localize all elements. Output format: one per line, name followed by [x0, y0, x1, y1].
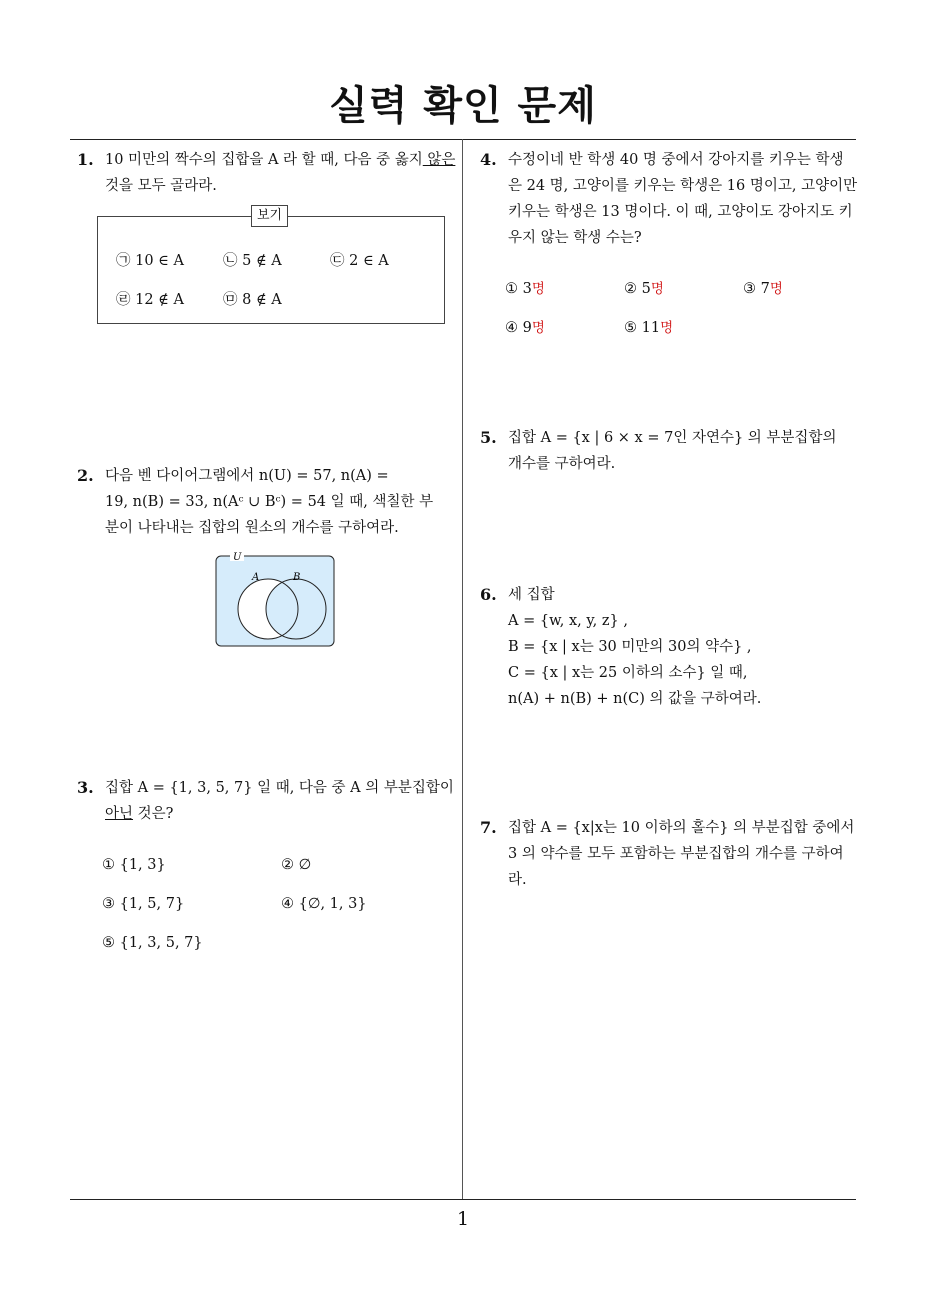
question-text: B = {x | x는 30 미만의 30의 약수} , — [508, 639, 752, 655]
answer-option: ④ {∅, 1, 3} — [281, 896, 367, 912]
question-5 — [480, 425, 860, 477]
example-item: ㉠ 10 ∈ A — [116, 253, 184, 269]
bottom-rule — [70, 1199, 856, 1200]
question-number: 3. — [77, 778, 94, 797]
answer-option: ⑤ {1, 3, 5, 7} — [102, 935, 203, 951]
underlined-text: 않은 — [422, 152, 456, 168]
question-number: 4. — [480, 150, 497, 169]
underlined-text: 아닌 — [105, 806, 134, 822]
page-title: 실력 확인 문제 — [329, 83, 597, 129]
question-text: 분이 나타내는 집합의 원소의 개수를 구하여라. — [105, 520, 399, 536]
question-number: 2. — [77, 466, 94, 485]
option-value: ③ 7 — [743, 281, 770, 297]
option-unit: 명 — [531, 281, 545, 297]
question-text: 우지 않는 학생 수는? — [508, 230, 642, 246]
question-text: C = {x | x는 25 이하의 소수} 일 때, — [508, 665, 748, 681]
answer-option — [624, 277, 664, 297]
u-label: U — [233, 552, 242, 563]
answer-option — [743, 277, 783, 297]
question-text: 것을 모두 골라라. — [105, 178, 217, 194]
question-text: 라. — [508, 872, 527, 888]
column-divider — [462, 139, 463, 1200]
question-text: 키우는 학생은 13 명이다. 이 때, 고양이도 강아지도 키 — [508, 204, 853, 220]
example-item: ㉢ 2 ∈ A — [330, 253, 389, 269]
question-4 — [480, 147, 860, 251]
option-value: ① 3 — [505, 281, 532, 297]
question-text: 10 미만의 짝수의 집합을 A 라 할 때, 다음 중 옳지 — [105, 152, 423, 168]
option-unit: 명 — [769, 281, 783, 297]
example-box-label: 보기 — [251, 205, 288, 227]
question-text: 개수를 구하여라. — [508, 456, 616, 472]
answer-option: ① {1, 3} — [102, 857, 166, 873]
question-7 — [480, 815, 860, 893]
question-number: 5. — [480, 428, 497, 447]
question-text: 집합 A = {x | 6 × x = 7인 자연수} 의 부분집합의 — [508, 430, 837, 446]
question-text: 것은? — [133, 806, 174, 822]
question-text: 집합 A = {x|x는 10 이하의 홀수} 의 부분집합 중에서 — [508, 820, 855, 836]
example-item: ㉡ 5 ∉ A — [223, 253, 282, 269]
question-3 — [77, 775, 457, 827]
question-number: 7. — [480, 818, 497, 837]
answer-option: ② ∅ — [281, 857, 312, 873]
question-text: 19, n(B) = 33, n(Aᶜ ∪ Bᶜ) = 54 일 때, 색칠한 부 — [105, 494, 434, 510]
b-label: B — [293, 572, 301, 583]
option-value: ④ 9 — [505, 320, 532, 336]
question-number: 6. — [480, 585, 497, 604]
question-1 — [77, 147, 457, 199]
page-number: 1 — [456, 1208, 470, 1230]
question-text: 집합 A = {1, 3, 5, 7} 일 때, 다음 중 A 의 부분집합이 — [105, 780, 454, 796]
top-rule — [70, 139, 856, 140]
example-item: ㉤ 8 ∉ A — [223, 292, 282, 308]
question-text: A = {w, x, y, z} , — [508, 613, 628, 629]
option-unit: 명 — [650, 281, 664, 297]
question-text: 은 24 명, 고양이를 키우는 학생은 16 명이고, 고양이만 — [508, 178, 858, 194]
venn-diagram — [210, 548, 340, 650]
question-text: n(A) + n(B) + n(C) 의 값을 구하여라. — [508, 691, 762, 707]
option-value: ⑤ 11 — [624, 320, 661, 336]
option-unit: 명 — [531, 320, 545, 336]
question-text: 수정이네 반 학생 40 명 중에서 강아지를 키우는 학생 — [508, 152, 844, 168]
answer-option — [505, 277, 545, 297]
question-text: 3 의 약수를 모두 포함하는 부분집합의 개수를 구하여 — [508, 846, 844, 862]
answer-option — [624, 316, 673, 336]
option-value: ② 5 — [624, 281, 651, 297]
question-6 — [480, 582, 860, 712]
question-number: 1. — [77, 150, 94, 169]
question-2 — [77, 463, 457, 541]
answer-option: ③ {1, 5, 7} — [102, 896, 185, 912]
question-text: 다음 벤 다이어그램에서 n(U) = 57, n(A) = — [105, 468, 389, 484]
option-unit: 명 — [660, 320, 674, 336]
question-text: 세 집합 — [508, 587, 555, 603]
example-item: ㉣ 12 ∉ A — [116, 292, 184, 308]
a-label: A — [252, 572, 260, 583]
answer-option — [505, 316, 545, 336]
